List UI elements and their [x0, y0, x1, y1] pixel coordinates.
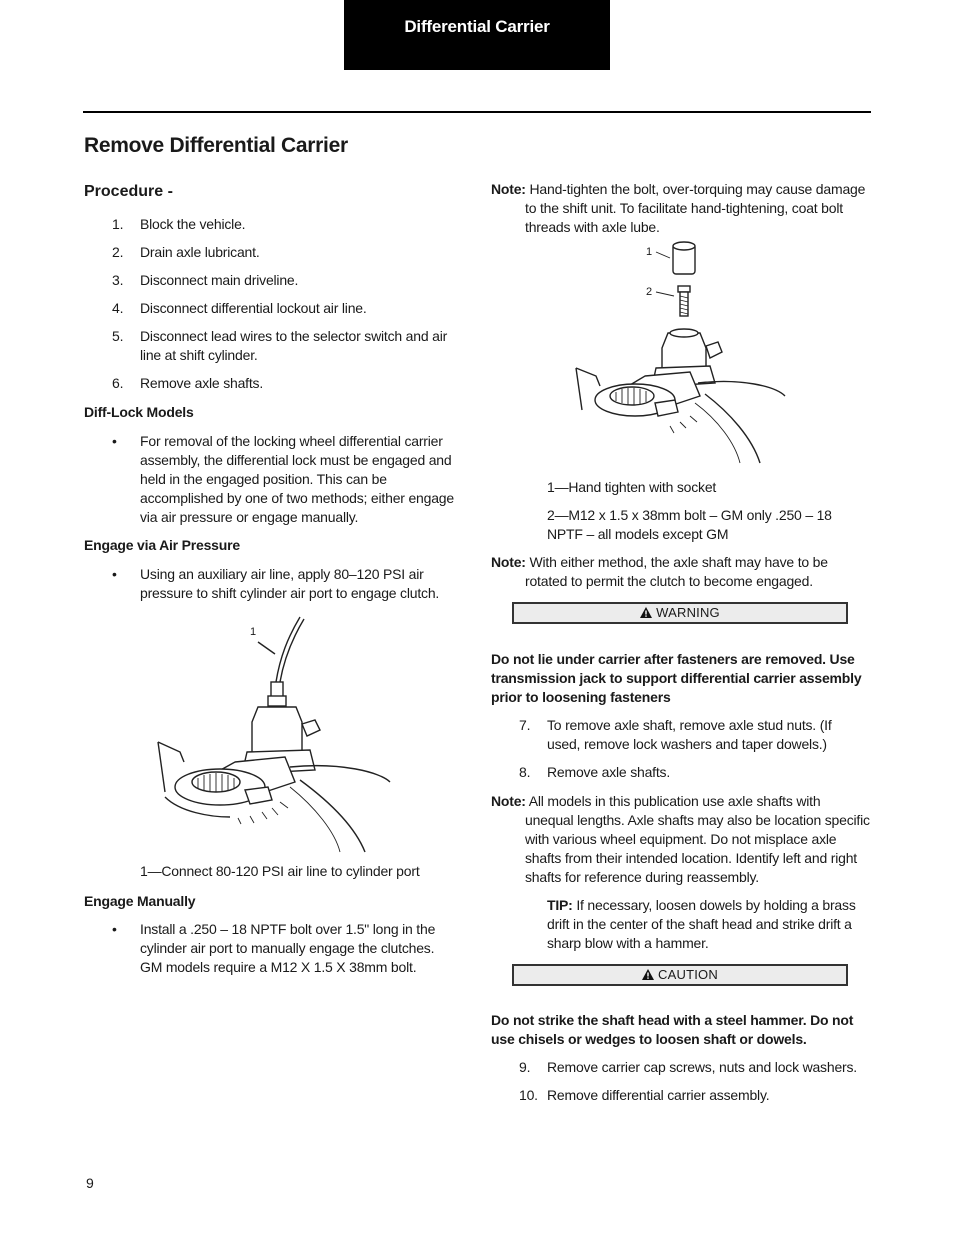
list-item: 8. Remove axle shafts. — [519, 764, 671, 780]
section-tab: Differential Carrier — [344, 0, 610, 70]
list-item: 5. Disconnect lead wires to the selector switch and air line at shift cylinder. — [112, 328, 448, 363]
air-figure-caption: 1—Connect 80-120 PSI air line to cylinder port — [140, 863, 420, 879]
list-item: 4. Disconnect differential lockout air line. — [112, 300, 367, 316]
socket-caption: 1—Hand tighten with socket — [547, 479, 717, 495]
note-hand-tighten: Note: Hand-tighten the bolt, over-torquing may cause damage to the shift unit. To facilitate hand-tightening, coat bolt threads with axle lube. — [491, 181, 866, 235]
list-item: 3. Disconnect main driveline. — [112, 272, 299, 288]
list-item: 2. Drain axle lubricant. — [112, 244, 260, 260]
air-bullet: • Using an auxiliary air line, apply 80–120 PSI air pressure to shift cylinder air port to engage clutch. — [112, 566, 440, 601]
caution-banner: CAUTION — [512, 964, 848, 986]
air-heading: Engage via Air Pressure — [84, 537, 240, 553]
caution-text: Do not strike the shaft head with a steel hammer. Do not use chisels or wedges to loosen shaft or dowels. — [491, 1012, 854, 1047]
header-rule — [83, 111, 871, 113]
difflock-heading: Diff-Lock Models — [84, 404, 194, 420]
figure-callout-socket: 1 — [646, 246, 653, 258]
list-item: 6. Remove axle shafts. — [112, 375, 264, 391]
note-unequal-shafts: Note: All models in this publication use axle shafts with unequal lengths. Axle shafts may also be location specific with various wheel equipment. Do not misplace axle shafts from their intended location. Identify left and right shafts for reference during reassembly. — [491, 793, 870, 885]
figure-callout-bolt: 2 — [646, 286, 653, 298]
caution-icon — [642, 969, 654, 980]
air-line-figure — [150, 612, 400, 857]
procedure-heading: Procedure - — [84, 183, 173, 200]
figure-callout-1: 1 — [250, 626, 257, 638]
socket-bolt-figure — [570, 238, 790, 466]
axle-steps — [519, 716, 859, 782]
manual-heading: Engage Manually — [84, 893, 196, 909]
manual-bullet: • Install a .250 – 18 NPTF bolt over 1.5" long in the cylinder air port to manually engage the clutches. GM models require a M12 X 1.5 X 38mm bolt. — [112, 921, 436, 975]
list-item: 7. To remove axle shaft, remove axle stud nuts. (If used, remove lock washers and taper dowels.) — [519, 717, 832, 752]
list-item: 1. Block the vehicle. — [112, 216, 246, 232]
note-rotate-shaft: Note: With either method, the axle shaft may have to be rotated to permit the clutch to become engaged. — [491, 554, 828, 589]
warning-text: Do not lie under carrier after fasteners are removed. Use transmission jack to support differential carrier assembly prior to loosening fasteners — [491, 651, 862, 705]
warning-banner: WARNING — [512, 602, 848, 624]
page-title: Remove Differential Carrier — [84, 134, 348, 157]
warning-icon — [640, 607, 652, 618]
page-number: 9 — [86, 1175, 94, 1191]
difflock-bullet: • For removal of the locking wheel differential carrier assembly, the differential lock must be engaged and held in the engaged position. This can be accomplished by one of two methods; either engage via air pressure or engage manually. — [112, 433, 454, 525]
carrier-steps — [519, 1058, 869, 1105]
bolt-caption: 2—M12 x 1.5 x 38mm bolt – GM only .250 – 18 NPTF – all models except GM — [547, 507, 832, 542]
list-item: 9. Remove carrier cap screws, nuts and lock washers. — [519, 1059, 857, 1075]
tip-text: TIP: If necessary, loosen dowels by holding a brass drift in the center of the shaft head and strike drift a sharp blow with a hammer. — [547, 897, 856, 951]
procedure-steps — [112, 215, 462, 393]
list-item: 10. Remove differential carrier assembly. — [519, 1087, 770, 1103]
